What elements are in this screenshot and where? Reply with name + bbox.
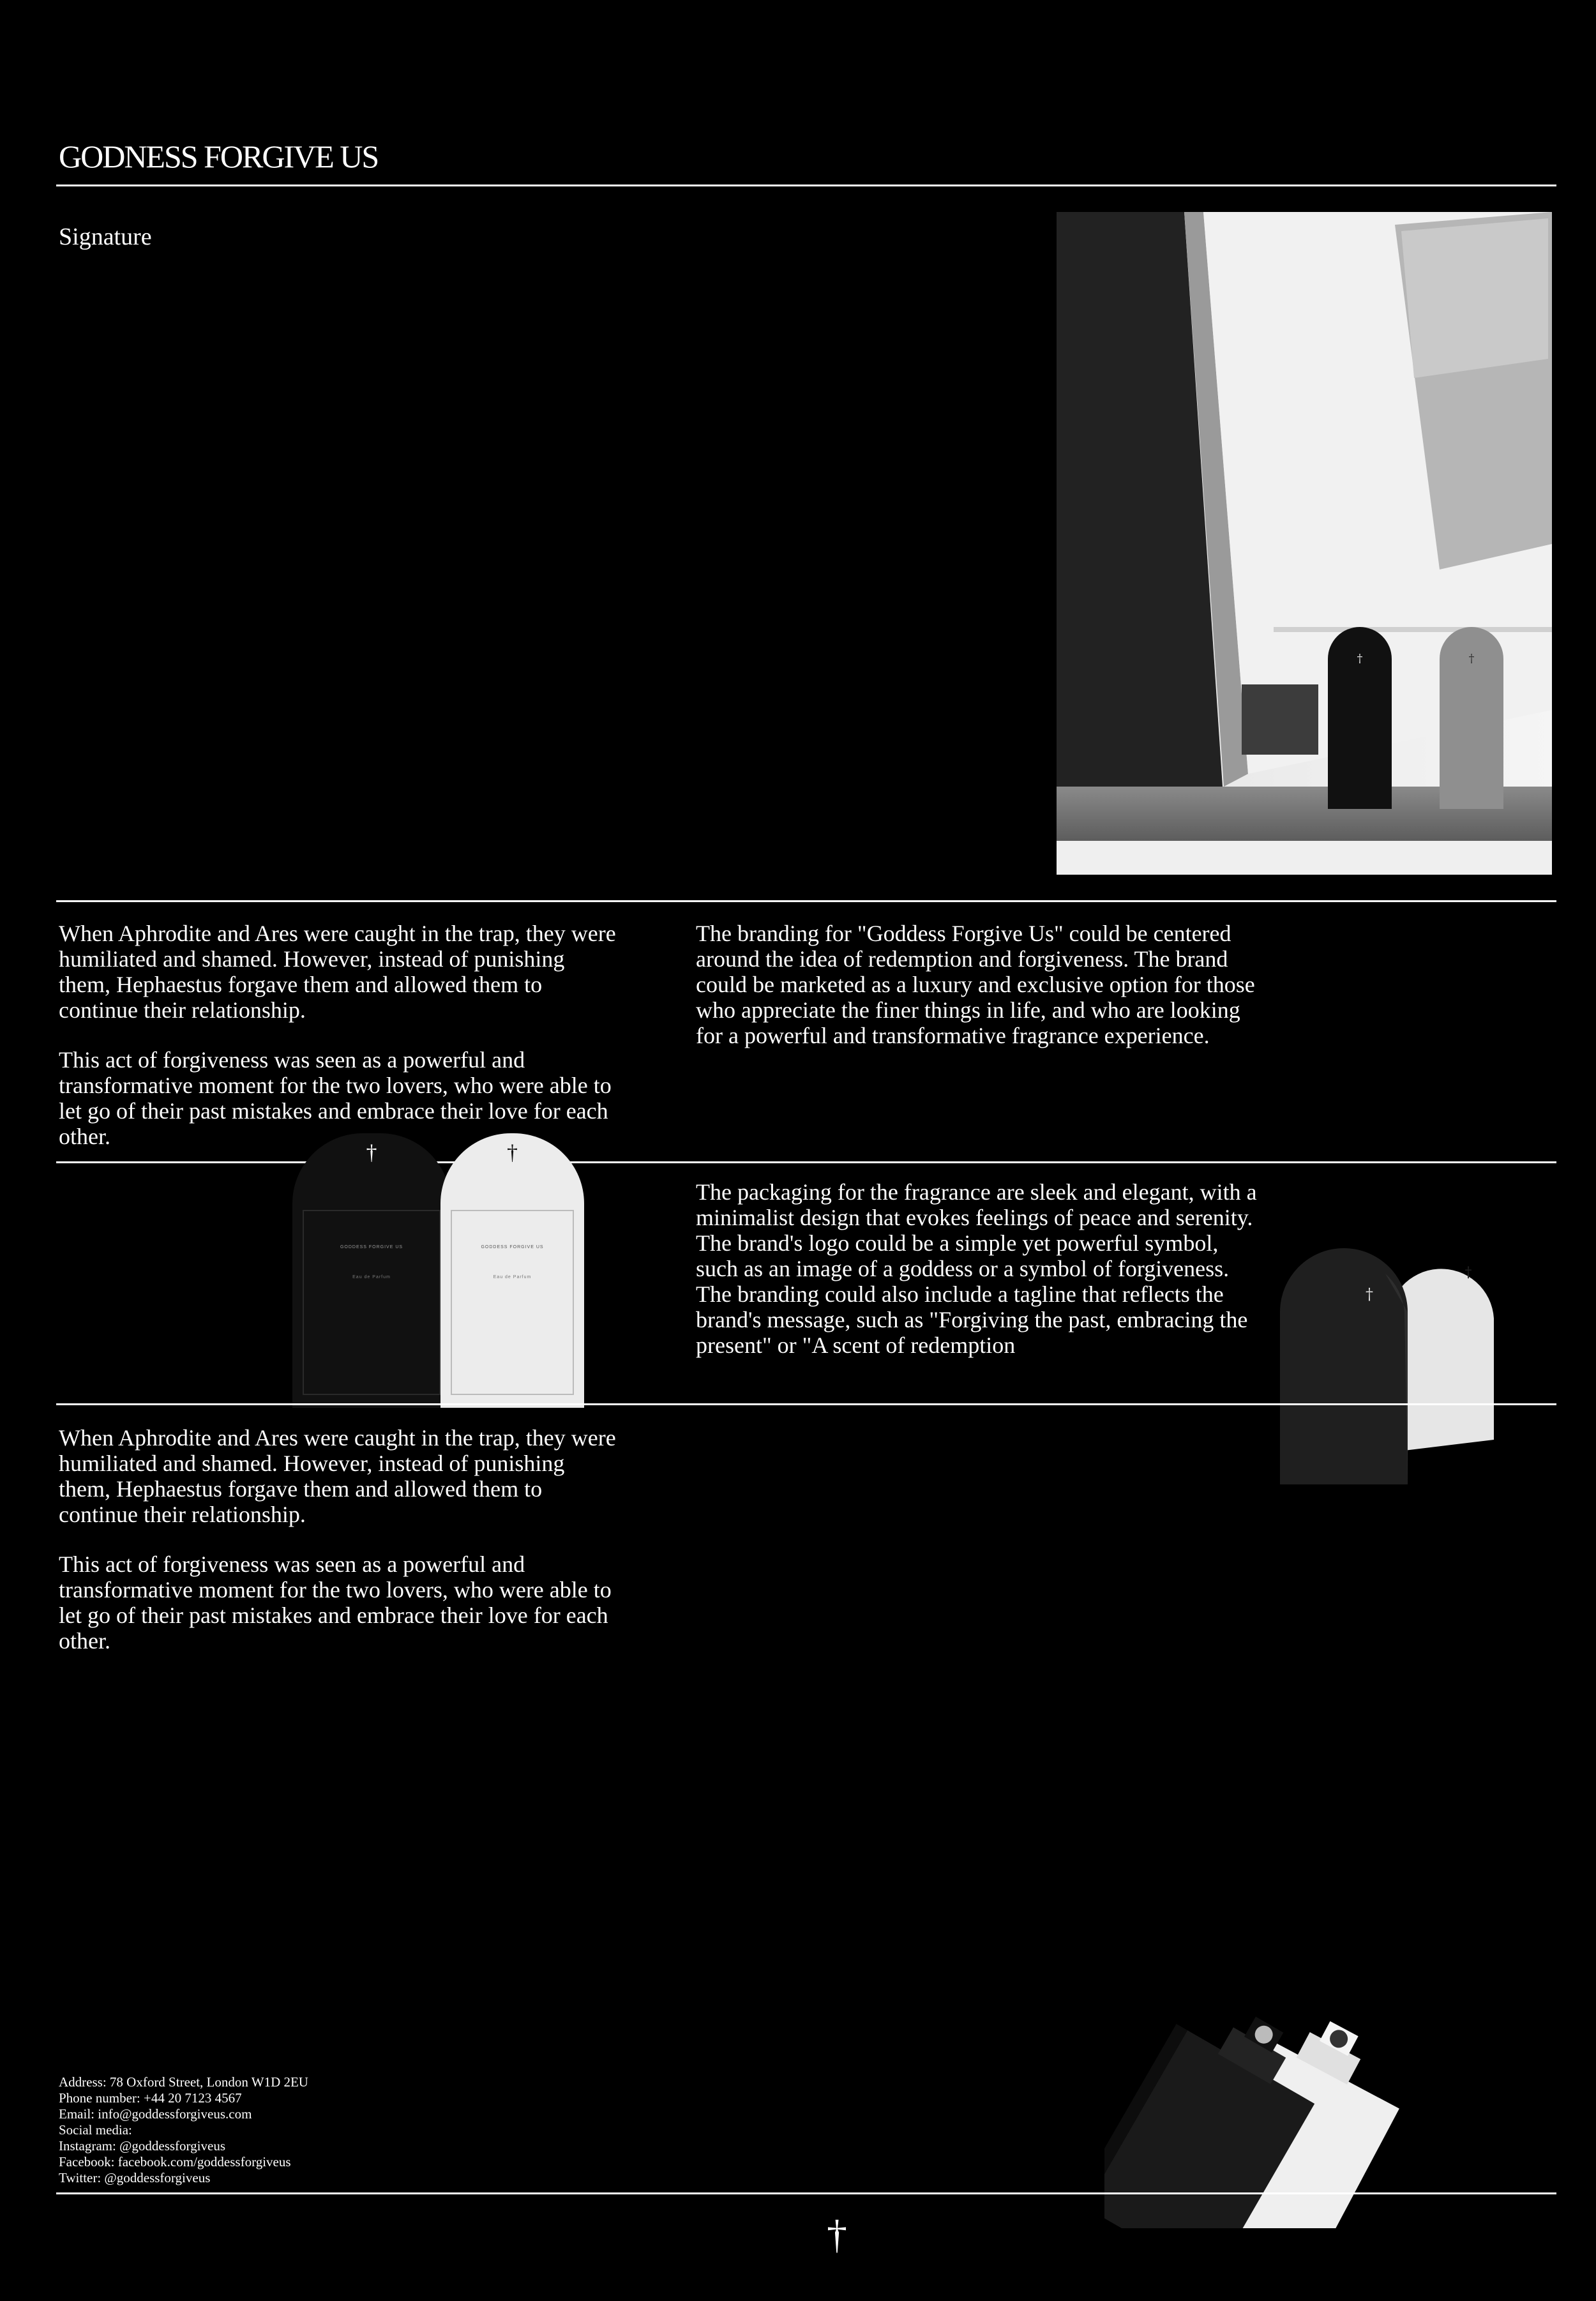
svg-text:†: † xyxy=(1366,1285,1373,1303)
box-subline-label: Eau de Parfum xyxy=(493,1275,532,1279)
instagram-link[interactable]: Instagram: @goddessforgiveus xyxy=(59,2138,225,2154)
svg-text:†: † xyxy=(1464,1265,1472,1281)
divider xyxy=(56,2192,1556,2194)
black-perfume-box xyxy=(292,1133,451,1408)
box-subline-label: Eau de Parfum xyxy=(352,1275,391,1279)
white-perfume-box xyxy=(440,1133,584,1408)
svg-text:†: † xyxy=(1468,652,1475,665)
story-paragraph: This act of forgiveness was seen as a powerful and transformative moment for the two lovers, who were able to let go of their past mistakes and embrace their love for each other. xyxy=(59,1047,612,1149)
divider xyxy=(56,900,1556,902)
story-paragraph: When Aphrodite and Ares were caught in the trap, they were humiliated and shamed. However, instead of punishing them, Hephaestus forgave them and allowed them to continue their relationship. xyxy=(59,1425,616,1527)
cross-icon: † xyxy=(507,1141,518,1165)
packaging-paragraph: The packaging for the fragrance are sleek and elegant, with a minimalist design that evokes feelings of peace and serenity. The brand's logo could be a simple yet powerful symbol, such as an image of a goddess or a symbol of forgiveness. The branding could also include a tagline that reflects the brand's message, such as "Forgiving the past, embracing the present" or "A scent of redemption xyxy=(696,1179,1257,1358)
story-paragraph: This act of forgiveness was seen as a powerful and transformative moment for the two lovers, who were able to let go of their past mistakes and embrace their love for each other. xyxy=(59,1551,612,1654)
divider xyxy=(56,185,1556,186)
phone-text: Phone number: +44 20 7123 4567 xyxy=(59,2090,242,2106)
spray-bottles-illustration xyxy=(1104,1960,1513,2228)
cross-icon: † xyxy=(366,1141,377,1165)
hero-product-photo xyxy=(1057,212,1552,875)
contact-info xyxy=(59,2074,308,2186)
story-text-1 xyxy=(59,921,621,1173)
page-title: GODNESS FORGIVE US xyxy=(59,139,379,174)
story-text-2 xyxy=(59,1425,621,1678)
page-subtitle: Signature xyxy=(59,223,152,250)
facebook-link[interactable]: Facebook: facebook.com/goddessforgiveus xyxy=(59,2154,291,2169)
social-heading: Social media: xyxy=(59,2122,132,2138)
branding-text xyxy=(696,921,1258,1073)
box-brand-label: GODDESS FORGIVE US xyxy=(340,1245,403,1249)
svg-text:†: † xyxy=(1357,652,1363,665)
email-link[interactable]: Email: info@goddessforgiveus.com xyxy=(59,2106,252,2122)
divider xyxy=(56,1403,1556,1405)
twitter-link[interactable]: Twitter: @goddessforgiveus xyxy=(59,2170,211,2185)
divider xyxy=(56,1161,1556,1163)
address-text: Address: 78 Oxford Street, London W1D 2EU xyxy=(59,2074,308,2090)
perfume-boxes-angled xyxy=(1274,1248,1503,1491)
branding-paragraph: The branding for "Goddess Forgive Us" could be centered around the idea of redemption and forgiveness. The brand could be marketed as a luxury and exclusive option for those who appreciate the finer things in life, and who are looking for a powerful and transformative fragrance experience. xyxy=(696,921,1255,1048)
cross-icon: † xyxy=(827,2212,847,2257)
box-brand-label: GODDESS FORGIVE US xyxy=(481,1245,544,1249)
story-paragraph: When Aphrodite and Ares were caught in the trap, they were humiliated and shamed. However, instead of punishing them, Hephaestus forgave them and allowed them to continue their relationship. xyxy=(59,921,616,1023)
packaging-text xyxy=(696,1179,1258,1382)
